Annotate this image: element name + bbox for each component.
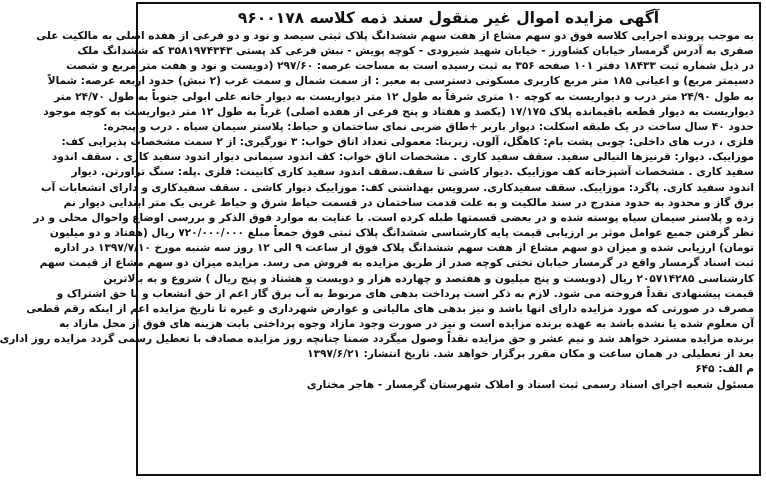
notice-line: تومان) ارزیابی شده و میزان دو سهم مشاع از هفت سهم ششدانگ پلاک فوق از ساعت ۹ الی ۱۲ روز سه شنبه مورخ ۱۳۹۷/۷/۱۰ در اداره <box>54 242 754 255</box>
notice-title: آگهی مزایده اموال غیر منقول سند ذمه کلاسه ۹۶۰۰۱۷۸ <box>237 9 660 27</box>
notice-footer <box>143 362 754 392</box>
notice-line: آن معلوم شده یا نشده باشد به عهده برنده مزایده است و نیز در صورت وجود مازاد وجوه پرداختی بابت هزینه های فوق از محل مازاد به <box>59 317 754 330</box>
notice-line: برق گاز و محدود به حدود مندرج در سند مالکیت و به علت قدمت ساختمان در قسمت حیاط شرق و حیاط غربی یک متر ابتدایی دیوار نم <box>63 196 754 209</box>
notice-line: برنده مزایده مسترد خواهد شد و نیم عشر و حق مزایده نقداً وصول میگردد ضمنا چنانچه روز مزایده مصادف با تعطیل رسمی گردد مزایده روز اداری <box>0 333 754 346</box>
notice-line: قیمت پیشنهادی نقداً فروخته می شود. لازم به ذکر است پرداخت بدهی های مربوط به آب برق گاز اعم از حق انشعاب و یا حق اشتراک و <box>56 287 754 300</box>
notice-line: فلزی ، درب های داخلی: چوبی پشت بام: کاهگل، آلون. زیربنا: معمولی تعداد اتاق خواب: ۳ نورگیری: از ۲ سمت مشخصات پذیرایی کف: <box>61 136 754 149</box>
notice-line: ثبت اسناد گرمسار واقع در گرمسار خیابان تختی کوچه صدر از طریق مزایده به فروش می رسد. مزایده میزان دو سهم مشاع از قیمت سهم <box>39 257 754 270</box>
notice-body <box>0 29 754 362</box>
official-signature: مسئول شعبه اجرای اسناد رسمی ثبت اسناد و املاک شهرستان گرمسار - هاجر مختاری <box>306 378 754 391</box>
notice-line: نظر گرفتن جمیع عوامل موثر بر ارزیابی قیمت پایه کارشناسی ششدانگ پلاک ثبتی فوق جمعاً مبلغ ۷۲۰/۰۰۰/۰۰۰ ریال (هفتاد و دو میلیون <box>49 227 754 240</box>
notice-line: بعد از تعطیلی در همان ساعت و مکان مقرر برگزار خواهد شد. تاریخ انتشار: ۱۳۹۷/۶/۲۱ <box>307 348 754 361</box>
notice-line: سفید کاری . مشخصات آشپزخانه کف موزاییک .دیوار کاشی تا سقف.سقف اندود سفید کاری کابینت: فلزی .پله: سنگ تراورتن. دیوار <box>71 166 754 179</box>
reference-number: م الف: ۶۴۵ <box>695 363 754 376</box>
notice-line: صفری به آدرس گرمسار خیابان کشاورز - خیابان شهید شیرودی - کوچه پویش - نبش فرعی کد پستی ۳۵۸۱۹۷۴۳۴۳ که ششدانگ ملک <box>77 45 754 58</box>
notice-line: موزاییک. دیوار: قرنیز‌ها النیالی سفید. سقف سفید کاری . مشخصات اتاق خواب: کف اندود سیمانی دیوار اندود سفید کاری . سقف اندود <box>51 151 754 164</box>
notice-line: زده و پلاستر سیمان سیاه پوسته شده و در بعضی قسمتها طبله کرده است. با عنایت به موارد فوق الذکر و بررسی اوضاع واحوال محلی و در <box>33 211 754 224</box>
notice-line: به موجب پرونده اجرایی کلاسه فوق دو سهم مشاع از هفت سهم ششدانگ پلاک ثبتی سیصد و نود و دو فرعی از هفده اصلی به مالکیت علی <box>36 30 754 42</box>
notice-line: به طول ۲۴/۹۰ متر درب و دیواریست به کوچه ۱۰ متری شرقاً به طول ۱۲ متر دیواریست به دیوار خانه علی ابولی جنوباً به طول ۲۴/۷۰ متر <box>54 90 754 103</box>
notice-line: در ذیل شماره ثبت ۱۸۴۳۳ دفتر ۱۰۱ صفحه ۳۵۶ به ثبت رسیده است به مساحت عرصه: ۲۹۷/۶۰ (دویست و نود و هفت متر مربع و شصت <box>66 60 754 73</box>
notice-line: اندود سفید کاری. پاگرد: موزاییک. سقف سفیدکاری. سرویس بهداشتی کف: موزاییک دیوار کاشی . سقف سفیدکاری و دارای انشعابات آب <box>40 181 754 194</box>
notice-line: مصرف در صورتی که مورد مزایده دارای انها باشد و نیز بدهی های مالیاتی و عوارض شهرداری و غیره تا تاریخ مزایده اعم از اینکه رقم قطعی <box>26 302 754 315</box>
auction-notice <box>0 2 761 476</box>
notice-line: دیواریست به دیوار قطعه باقیمانده پلاک ۱۷/۱۷۵ (یکصد و هفتاد و پنج فرعی از هفده اصلی) غرباً به طول ۱۲ متر دیواریست به کوچه موجود <box>43 105 754 118</box>
notice-line: حدود ۴۰ سال ساخت در یک طبقه اسکلت: دیوار باربر +طاق ضربی نمای ساختمان و حیاط: پلاستر سیمان سیاه . درب و پنجره: <box>103 120 754 133</box>
notice-line: دسیمتر مربع) و اعیانی ۱۸۵ متر مربع کاربری مسکونی دسترسی به معبر : از سمت شمال و سمت غرب (۲ نبش) حدود اربعه عرصه: شمالاً <box>47 75 754 88</box>
notice-line: کارشناسی ۲۰۵۷۱۴۲۸۵ ریال (دویست و پنج میلیون و هفتصد و چهارده هزار و دویست و هشتاد و پنج ریال ) شروع و به بالاترین <box>103 272 754 285</box>
